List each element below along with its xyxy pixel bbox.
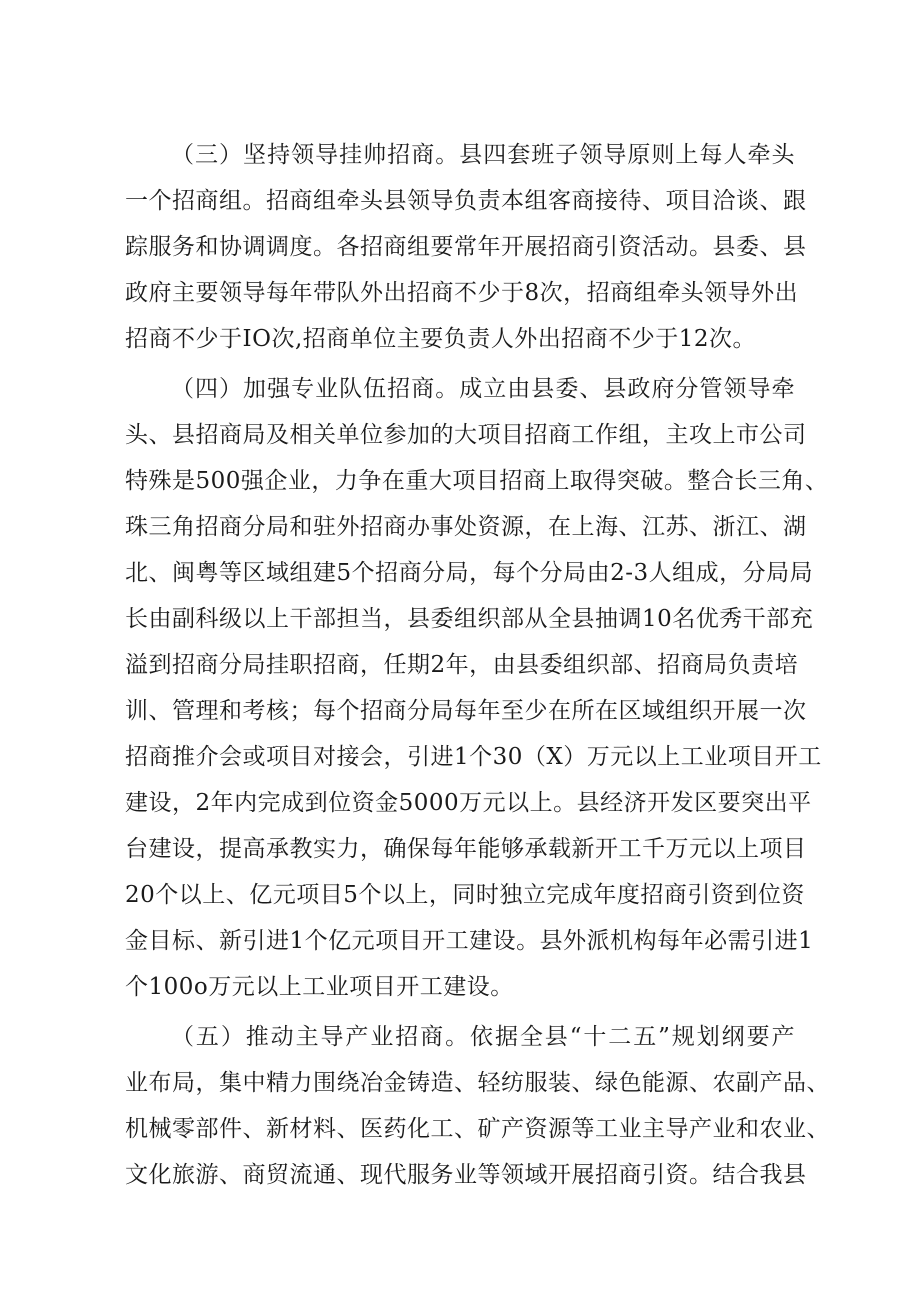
text-line: 踪服务和协调调度。各招商组要常年开展招商引资活动。县委、县: [125, 234, 807, 260]
text-line: 个100o万元以上工业项目开工建设。: [125, 974, 514, 1000]
text-line: 招商推介会或项目对接会，引进1个30（X）万元以上工业项目开工: [125, 744, 822, 770]
text-line: 长由副科级以上干部担当，县委组织部从全县抽调10名优秀干部充: [125, 606, 814, 632]
text-line: 金目标、新引进1个亿元项目开工建设。县外派机构每年必需引进1: [125, 928, 814, 954]
text-line: 台建设，提高承教实力，确保每年能够承载新开工千万元以上项目: [125, 836, 807, 862]
text-line: 训、管理和考核；每个招商分局每年至少在所在区域组织开展一次: [125, 698, 807, 724]
text-line: 头、县招商局及相关单位参加的大项目招商工作组，主攻上市公司: [125, 422, 807, 448]
text-line: 特殊是500强企业，力争在重大项目招商上取得突破。整合长三角、: [125, 468, 829, 494]
text-line: 建设，2年内完成到位资金5000万元以上。县经济开发区要突出平: [125, 790, 812, 816]
text-line: 招商不少于IO次,招商单位主要负责人外出招商不少于12次。: [125, 326, 757, 352]
text-line: 政府主要领导每年带队外出招商不少于8次，招商组牵头领导外出: [125, 280, 799, 306]
text-line: 珠三角招商分局和驻外招商办事处资源，在上海、江苏、浙江、湖: [125, 514, 807, 540]
text-line: 20个以上、亿元项目5个以上，同时独立完成年度招商引资到位资: [125, 882, 805, 908]
text-line: 溢到招商分局挂职招商，任期2年，由县委组织部、招商局负责培: [125, 652, 799, 678]
text-line: （五）推动主导产业招商。依据全县“十二五”规划纲要产: [171, 1024, 795, 1050]
text-line: （四）加强专业队伍招商。成立由县委、县政府分管领导牵: [171, 376, 795, 402]
text-line: 机械零部件、新材料、医药化工、矿产资源等工业主导产业和农业、: [125, 1116, 830, 1142]
text-line: 文化旅游、商贸流通、现代服务业等领域开展招商引资。结合我县: [125, 1162, 807, 1188]
text-line: 一个招商组。招商组牵头县领导负责本组客商接待、项目洽谈、跟: [125, 188, 807, 214]
paragraph-professional-team-investment: [125, 366, 829, 1010]
text-line: 业布局，集中精力围绕冶金铸造、轻纺服装、绿色能源、农副产品、: [125, 1070, 830, 1096]
paragraph-leadership-investment: [125, 132, 807, 362]
text-line: （三）坚持领导挂帅招商。县四套班子领导原则上每人牵头: [171, 142, 795, 168]
paragraph-leading-industry-investment: [125, 1014, 830, 1198]
text-line: 北、闽粤等区域组建5个招商分局，每个分局由2-3人组成，分局局: [125, 560, 814, 586]
